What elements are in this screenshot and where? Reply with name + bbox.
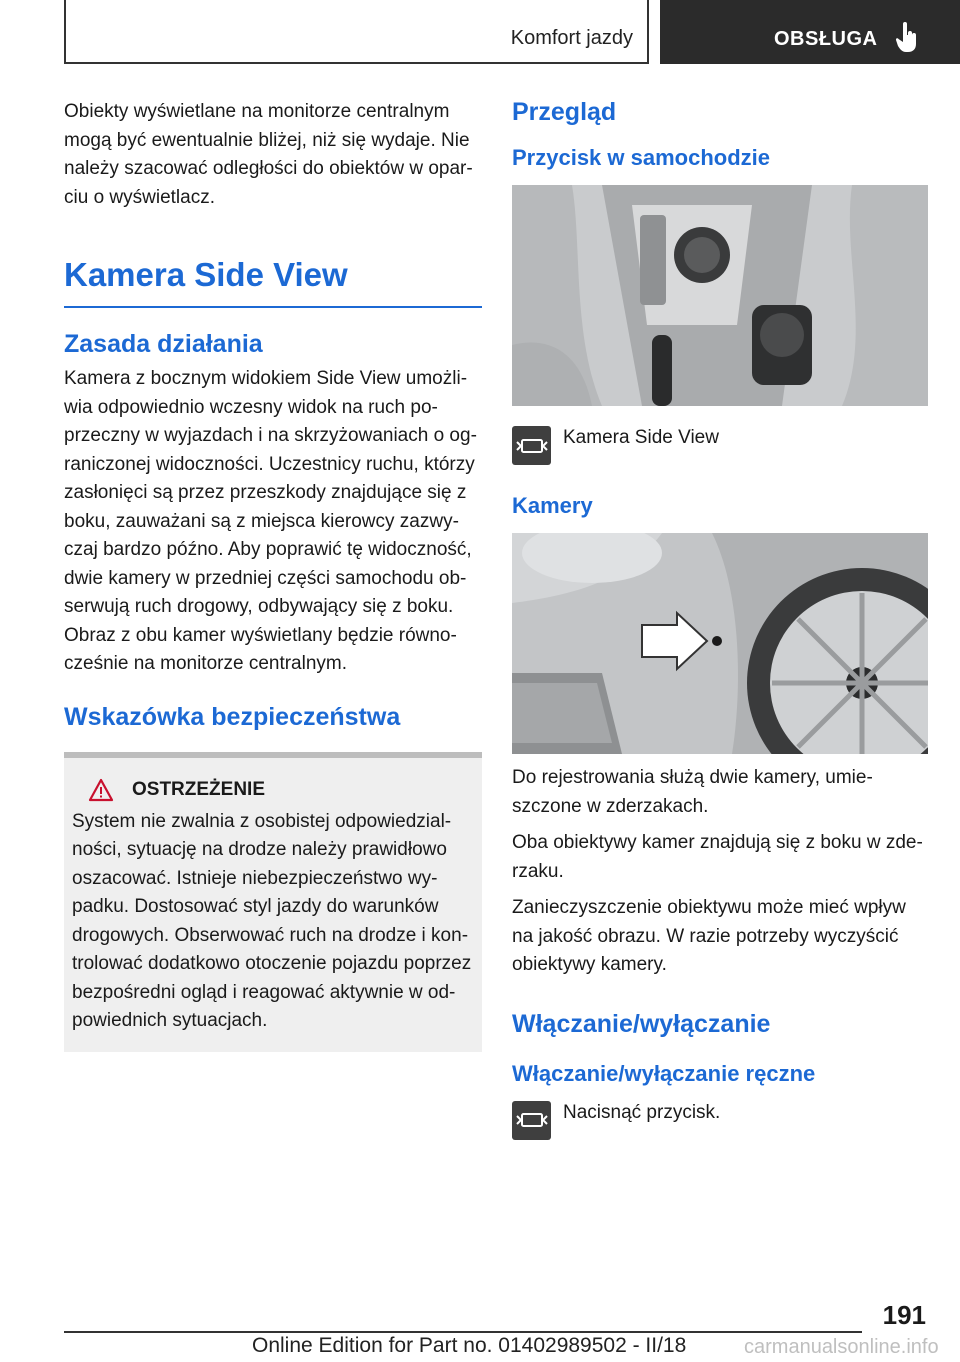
pointing-hand-icon <box>896 22 918 54</box>
cameras-heading: Kamery <box>512 493 593 518</box>
side-view-camera-button-icon-2 <box>512 1101 551 1140</box>
side-view-camera-button-icon <box>512 426 551 465</box>
chapter-heading: Kamera Side View <box>64 256 482 308</box>
warning-box <box>64 758 482 1052</box>
cameras-paragraph-2: Oba obiektywy kamer znajdują się z boku w zde-rzaku. <box>512 832 923 882</box>
header-chapter-label: OBSŁUGA <box>774 28 878 50</box>
manual-onoff-row <box>512 1101 928 1140</box>
left-column <box>64 98 482 1052</box>
page-number: 191 <box>882 1300 926 1330</box>
manual-onoff-heading: Włączanie/wyłączanie ręczne <box>512 1060 816 1086</box>
footer-edition: Online Edition for Part no. 01402989502 - II/18 <box>252 1334 687 1357</box>
right-column <box>512 98 928 1140</box>
footer-watermark: carmanualsonline.info <box>744 1336 939 1358</box>
intro-paragraph: Obiekty wyświetlane na monitorze centralnym mogą być ewentualnie bliżej, niż się wydaje. Nie należy szacować odległości do obiektów w opar-ciu o wyświetlacz. <box>64 101 473 208</box>
function-paragraph: Kamera z bocznym widokiem Side View umożli-wia odpowiednio wczesny widok na ruch po-przeczny w wyjazdach i na skrzyżowaniach o og-raniczonej widoczności. Uczestnicy ruchu, którzy zasłonięci są przez przeszkody znajdujące się z boku, zauważani są z miejsca kierowcy zazwy-czaj bardzo późno. Aby poprawić tę widoczność, dwie kamery w przedniej części samochodu ob-serwują ruch drogowy, odbywający się z boku. Obraz z obu kamer wyświetlany będzie równo-cześnie na monitorze centralnym. <box>64 368 477 674</box>
header-chapter-tab <box>660 0 960 64</box>
warning-title: OSTRZEŻENIE <box>132 778 266 800</box>
center-console-illustration <box>512 185 928 406</box>
cameras-paragraph-1: Do rejestrowania służą dwie kamery, umie-szczone w zderzakach. <box>512 767 873 817</box>
header-section-title: Komfort jazdy <box>510 27 633 49</box>
cameras-paragraph-3: Zanieczyszczenie obiektywu może mieć wpływ na jakość obrazu. W razie potrzeby wyczyścić obiektywy kamery. <box>512 897 906 975</box>
warning-title-row <box>72 778 474 802</box>
button-caption-row <box>512 426 928 465</box>
bumper-camera-illustration <box>512 533 928 754</box>
footer-rule <box>64 1331 862 1333</box>
warning-triangle-icon <box>88 778 114 802</box>
safety-heading: Wskazówka bezpieczeństwa <box>64 702 401 731</box>
warning-text: System nie zwalnia z osobistej odpowiedzial-ności, sytuację na drodze należy prawidłowo oszacować. Istnieje niebezpieczeństwo wy-padku. Dostosować styl jazdy do warunków drogowych. Obserwować ruch na drodze i kon-trolować dodatkowo otoczenie pojazdu poprzez bezpośredni ogląd i reagować aktywnie w od-powiednich sytuacjach. <box>72 810 472 1031</box>
camera-side-view-icon <box>516 1110 548 1130</box>
bumper-camera-photo <box>512 533 928 754</box>
button-heading: Przycisk w samochodzie <box>512 145 770 170</box>
onoff-heading: Włączanie/wyłączanie <box>512 1009 771 1038</box>
camera-side-view-icon <box>516 436 548 456</box>
center-console-photo <box>512 185 928 406</box>
header-section-box <box>64 0 649 64</box>
function-heading: Zasada działania <box>64 330 263 358</box>
overview-heading: Przegląd <box>512 98 617 126</box>
manual-onoff-text: Nacisnąć przycisk. <box>563 1101 721 1123</box>
button-caption: Kamera Side View <box>563 427 719 448</box>
